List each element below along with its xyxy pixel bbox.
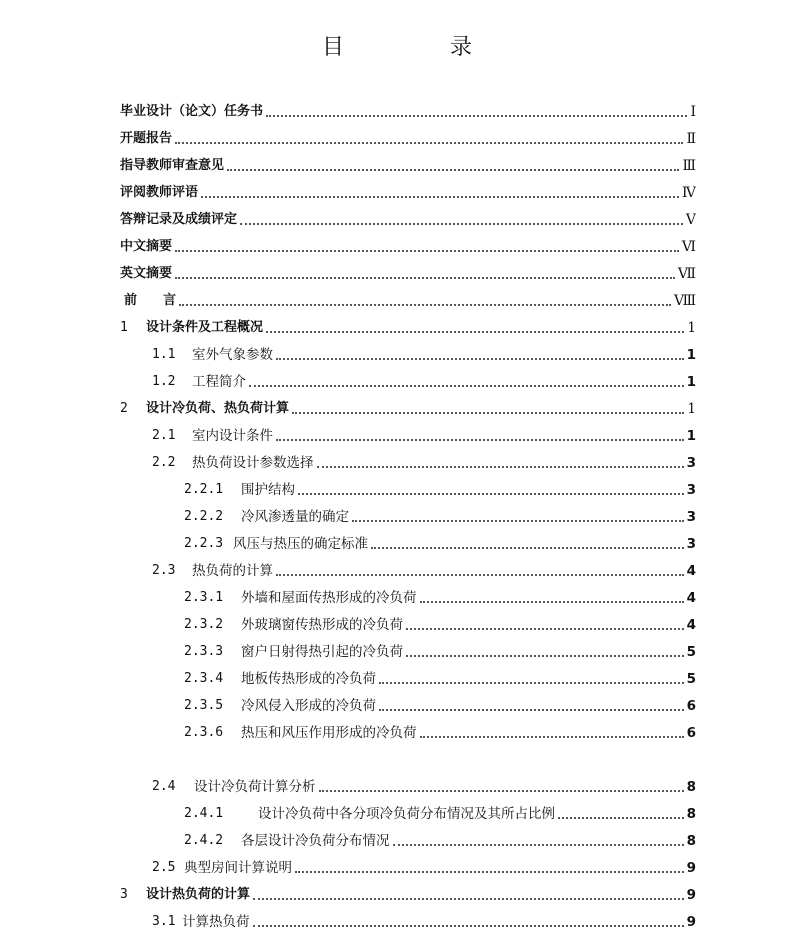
toc-entry-number: 2.3.1 [184,590,224,605]
toc-entry-text: 热负荷设计参数选择 [192,455,314,471]
toc-entry-number: 2.3.6 [184,725,224,740]
dot-leader [352,520,684,522]
toc-entry-number: 2.3.3 [184,644,224,659]
toc-entry-2-4[interactable] [152,773,696,797]
toc-entry-number: 2 [120,401,128,416]
toc-entry-text: 风压与热压的确定标准 [233,536,368,552]
toc-page-number: 9 [686,860,696,876]
toc-entry-number: 2.4.1 [184,806,224,821]
dot-leader [558,817,684,819]
toc-entry-number: 2.3.5 [184,698,224,713]
toc-page-number: 4 [686,617,696,633]
dot-leader [276,439,684,441]
toc-entry-text: 各层设计冷负荷分布情况 [241,833,390,849]
dot-leader [266,331,684,333]
toc-entry-text: 窗户日射得热引起的冷负荷 [241,644,403,660]
toc-entry-text: 指导教师审查意见 [120,158,225,173]
toc-entry-number: 2.3.2 [184,617,224,632]
toc-entry-text: 工程简介 [192,374,246,390]
toc-entry-text: 前 言 [124,293,177,308]
toc-entry-text: 计算热负荷 [182,914,250,930]
toc-entry-2-3-1[interactable] [184,584,696,608]
dot-leader [175,142,683,144]
dot-leader [298,493,684,495]
dot-leader [175,250,679,252]
dot-leader [371,547,684,549]
dot-leader [266,115,687,117]
toc-entry-number: 1.1 [152,347,176,362]
page-title: 目 录 [321,35,514,60]
toc-entry-2-3[interactable] [152,557,696,581]
dot-leader [240,223,683,225]
dot-leader [292,412,684,414]
dot-leader [420,601,684,603]
toc-entry-proposal[interactable] [120,125,696,149]
toc-entry-2-2-3[interactable] [184,530,696,554]
dot-leader [175,277,675,279]
toc-entry-number: 2.2.3 [184,536,224,551]
dot-leader [253,925,684,927]
toc-entry-number: 1 [120,320,128,335]
toc-entry-text: 评阅教师评语 [120,185,199,200]
toc-entry-task-book[interactable] [120,98,696,122]
toc-entry-2-4-2[interactable] [184,827,696,851]
toc-page-number: 8 [686,779,696,795]
toc-entry-text: 毕业设计（论文）任务书 [120,104,264,119]
toc-entry-text: 设计冷负荷中各分项冷负荷分布情况及其所占比例 [258,806,555,822]
toc-entry-2-2-2[interactable] [184,503,696,527]
dot-leader [317,466,684,468]
toc-entry-preface[interactable] [120,287,696,311]
toc-page-number: 6 [686,725,696,741]
toc-entry-number: 2.3.4 [184,671,224,686]
toc-page-number: 1 [686,428,696,444]
toc-entry-1-1[interactable] [152,341,696,365]
toc-entry-number: 2.4 [152,779,176,794]
toc-entry-2-4-1[interactable] [184,800,696,824]
toc-entry-number: 2.5 [152,860,176,875]
toc-entry-chapter-3[interactable] [120,881,696,905]
toc-page-number: 1 [686,374,696,390]
toc-page-number: 5 [686,644,696,660]
toc-entry-number: 2.4.2 [184,833,224,848]
toc-entry-text: 英文摘要 [120,266,173,281]
toc-page-number: 1 [687,401,696,417]
toc-entry-text: 热压和风压作用形成的冷负荷 [241,725,417,741]
toc-page-number: 3 [686,509,696,525]
toc-entry-number: 2.2.1 [184,482,224,497]
dot-leader [319,790,684,792]
toc-page-number: 6 [686,698,696,714]
toc-entry-defense-record[interactable] [120,206,696,230]
toc-entry-2-3-3[interactable] [184,638,696,662]
toc-page-number: Ⅴ [685,212,696,228]
toc-page-number: 5 [686,671,696,687]
toc-entry-text: 中文摘要 [120,239,173,254]
toc-entry-text: 设计冷负荷计算分析 [194,779,316,795]
toc-entry-text: 地板传热形成的冷负荷 [241,671,376,687]
toc-page-number: 8 [686,806,696,822]
dot-leader [179,304,671,306]
toc-entry-3-1[interactable] [152,908,696,932]
toc-entry-2-2-1[interactable] [184,476,696,500]
toc-page-number: 1 [687,320,696,336]
toc-page-number: 4 [686,590,696,606]
toc-entry-chapter-1[interactable] [120,314,696,338]
toc-page-number: 9 [686,887,696,903]
toc-page-number: 3 [686,455,696,471]
toc-entry-1-2[interactable] [152,368,696,392]
toc-entry-number: 2.3 [152,563,176,578]
toc-entry-number: 2.2 [152,455,176,470]
toc-page-number: Ⅳ [682,185,696,201]
toc-page-number: Ⅰ [690,104,696,120]
toc-entry-number: 3.1 [152,914,176,929]
toc-entry-chinese-abstract[interactable] [120,233,696,257]
toc-entry-number: 3 [120,887,128,902]
toc-entry-english-abstract[interactable] [120,260,696,284]
toc-page-number: 3 [686,536,696,552]
toc-entry-2-1[interactable] [152,422,696,446]
dot-leader [201,196,679,198]
dot-leader [249,385,684,387]
dot-leader [295,871,684,873]
toc-entry-number: 1.2 [152,374,176,389]
toc-entry-text: 外墙和屋面传热形成的冷负荷 [241,590,417,606]
dot-leader [420,736,684,738]
toc-entry-text: 冷风渗透量的确定 [241,509,349,525]
toc-entry-text: 热负荷的计算 [192,563,273,579]
toc-page-number: Ⅶ [677,266,696,282]
toc-entry-text: 设计条件及工程概况 [146,320,264,335]
toc-entry-text: 开题报告 [120,131,173,146]
toc-entry-2-2[interactable] [152,449,696,473]
toc-entry-2-5[interactable] [152,854,696,878]
dot-leader [379,709,684,711]
dot-leader [276,574,684,576]
toc-page-number: 1 [686,347,696,363]
dot-leader [379,682,684,684]
dot-leader [253,898,684,900]
toc-entry-text: 典型房间计算说明 [184,860,292,876]
dot-leader [227,169,679,171]
toc-entry-2-3-2[interactable] [184,611,696,635]
toc-entry-chapter-2[interactable] [120,395,696,419]
dot-leader [393,844,684,846]
toc-page-number: Ⅵ [681,239,696,255]
toc-entry-text: 设计冷负荷、热负荷计算 [146,401,290,416]
toc-page-number: Ⅷ [673,293,696,309]
toc-page-number: Ⅲ [682,158,696,174]
toc-entry-text: 室内设计条件 [192,428,273,444]
toc-entry-number: 2.1 [152,428,176,443]
toc-entry-2-3-5[interactable] [184,692,696,716]
dot-leader [406,655,684,657]
toc-entry-text: 冷风侵入形成的冷负荷 [241,698,376,714]
dot-leader [406,628,684,630]
toc-entry-2-3-4[interactable] [184,665,696,689]
toc-entry-text: 围护结构 [241,482,295,498]
toc-entry-2-3-6[interactable] [184,719,696,743]
toc-entry-number: 2.2.2 [184,509,224,524]
toc-page-number: 8 [686,833,696,849]
toc-entry-text: 外玻璃窗传热形成的冷负荷 [241,617,403,633]
toc-entry-text: 室外气象参数 [192,347,273,363]
dot-leader [276,358,684,360]
toc-page-number: Ⅱ [686,131,696,147]
toc-entry-reviewer-comments[interactable] [120,179,696,203]
toc-page-number: 4 [686,563,696,579]
toc-page-number: 9 [686,914,696,930]
toc-entry-advisor-review[interactable] [120,152,696,176]
toc-page-number: 3 [686,482,696,498]
toc-entry-text: 设计热负荷的计算 [146,887,251,902]
toc-entry-text: 答辩记录及成绩评定 [120,212,238,227]
